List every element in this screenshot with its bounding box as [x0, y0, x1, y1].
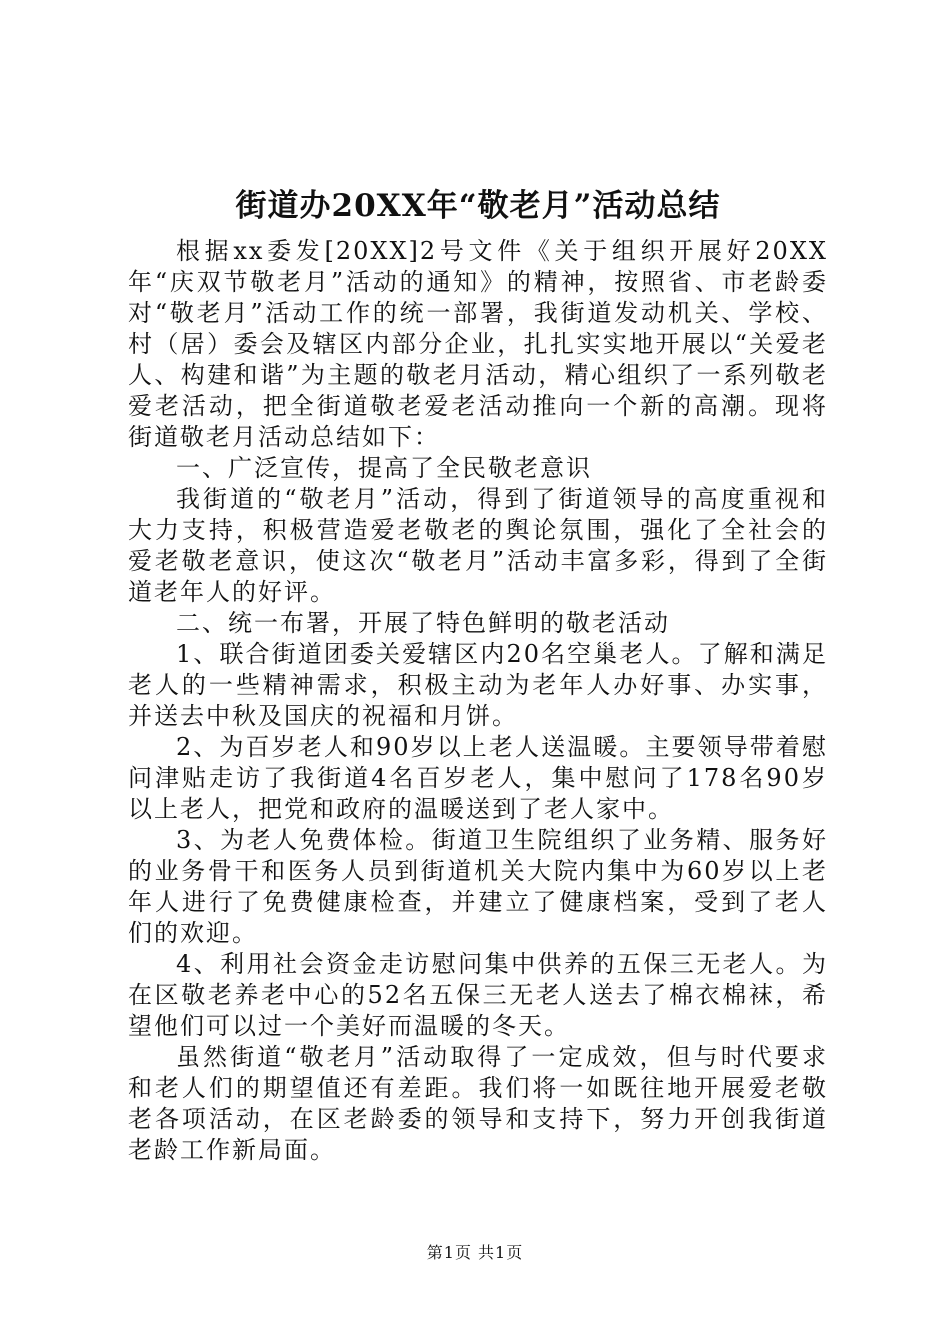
activity-item-3: 3、为老人免费体检。街道卫生院组织了业务精、服务好的业务骨干和医务人员到街道机关大院内集中为60岁以上老年人进行了免费健康检查，并建立了健康档案，受到了老人们的欢迎。	[128, 826, 828, 947]
document-title: 街道办20XX年“敬老月”活动总结	[235, 188, 721, 224]
section-1-paragraph: 我街道的“敬老月”活动，得到了街道领导的高度重视和大力支持，积极营造爱老敬老的舆论氛围，强化了全社会的爱老敬老意识，使这次“敬老月”活动丰富多彩，得到了全街道老年人的好评。	[128, 485, 828, 606]
section-heading-2: 二、统一布署，开展了特色鲜明的敬老活动	[176, 609, 670, 637]
page-footer: 第1页 共1页	[426, 1243, 524, 1262]
activity-item-2: 2、为百岁老人和90岁以上老人送温暖。主要领导带着慰问津贴走访了我街道4名百岁老人，集中慰问了178名90岁以上老人，把党和政府的温暖送到了老人家中。	[128, 733, 828, 823]
activity-item-1: 1、联合街道团委关爱辖区内20名空巢老人。了解和满足老人的一些精神需求，积极主动为老年人办好事、办实事，并送去中秋及国庆的祝福和月饼。	[128, 640, 828, 730]
activity-item-4: 4、利用社会资金走访慰问集中供养的五保三无老人。为在区敬老养老中心的52名五保三无老人送去了棉衣棉袜，希望他们可以过一个美好而温暖的冬天。	[128, 950, 828, 1040]
conclusion-paragraph: 虽然街道“敬老月”活动取得了一定成效，但与时代要求和老人们的期望值还有差距。我们将一如既往地开展爱老敬老各项活动，在区老龄委的领导和支持下，努力开创我街道老龄工作新局面。	[128, 1043, 828, 1164]
intro-paragraph: 根据xx委发[20XX]2号文件《关于组织开展好20XX年“庆双节敬老月”活动的通知》的精神，按照省、市老龄委对“敬老月”活动工作的统一部署，我街道发动机关、学校、村（居）委会及辖区内部分企业，扎扎实实地开展以“关爱老人、构建和谐”为主题的敬老月活动，精心组织了一系列敬老爱老活动，把全街道敬老爱老活动推向一个新的高潮。现将街道敬老月活动总结如下：	[128, 237, 828, 451]
section-heading-1: 一、广泛宣传，提高了全民敬老意识	[176, 454, 592, 482]
document-body	[128, 236, 828, 1166]
